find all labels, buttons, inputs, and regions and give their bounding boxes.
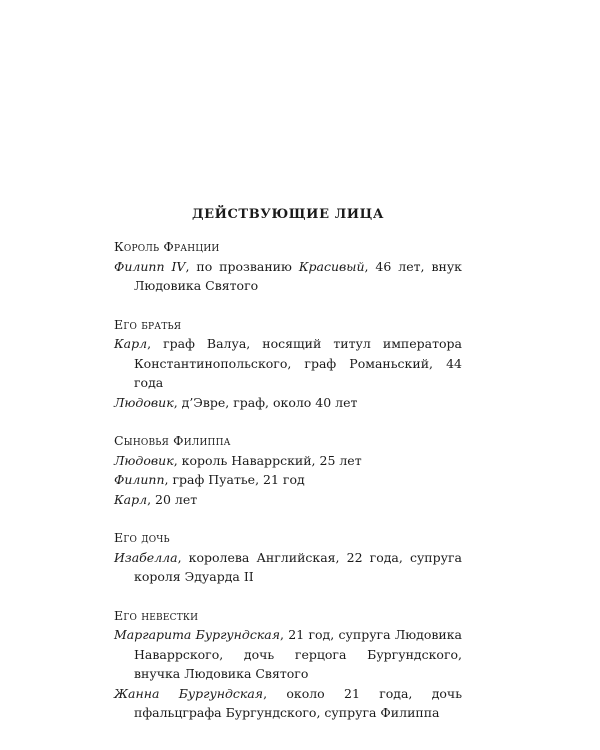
character-entry (114, 684, 462, 723)
group-sons (114, 431, 462, 509)
character-description: , 20 лет (147, 491, 198, 507)
character-description: , по прозванию (185, 258, 299, 274)
character-entry (114, 470, 462, 490)
character-entry (114, 257, 462, 296)
character-description: , 21 год, супруга Людовика Наваррского, дочь герцога Бургундского, внучка Людовика Святого (134, 627, 462, 681)
character-name: Филипп IV (114, 258, 186, 274)
group-daughter (114, 528, 462, 587)
character-description: , 46 лет, внук Людовика Святого (134, 258, 462, 293)
character-entry (114, 490, 462, 510)
character-description: , граф Валуа, носящий титул императора Константинопольского, граф Романьский, 44 года (134, 336, 462, 390)
page-title: ДЕЙСТВУЮЩИЕ ЛИЦА (191, 207, 385, 222)
character-description: , граф Пуатье, 21 год (164, 472, 305, 487)
group-heading: Его невестки (114, 607, 199, 623)
group-daughters-in-law (114, 606, 462, 723)
character-name: Людовик (114, 394, 174, 410)
character-entry (114, 451, 462, 471)
character-description: , король Наваррский, 25 лет (173, 452, 362, 468)
character-name: Изабелла (114, 549, 178, 565)
character-entry (114, 625, 462, 684)
group-heading: Его братья (114, 316, 182, 332)
group-heading: Король Франции (114, 239, 220, 254)
character-entry (114, 393, 462, 413)
character-entry (114, 548, 462, 587)
group-king (114, 237, 462, 296)
character-description: , д’Эвре, граф, около 40 лет (173, 394, 358, 410)
character-name: Жанна Бургундская (114, 685, 264, 701)
character-entry (114, 334, 462, 393)
character-name: Филипп (114, 472, 165, 487)
group-heading: Сыновья Филиппа (114, 433, 231, 448)
character-name: Карл (114, 336, 148, 351)
group-brothers (114, 315, 462, 413)
dramatis-personae (114, 205, 462, 742)
character-nickname: Красивый (298, 258, 365, 274)
character-description: , королева Английская, 22 года, супруга короля Эдуарда II (134, 549, 462, 584)
character-description: , около 21 года, дочь пфальцграфа Бургундского, супруга Филиппа (134, 685, 462, 720)
character-name: Карл (114, 491, 148, 507)
group-heading: Его дочь (114, 530, 170, 545)
character-name: Людовик (114, 452, 174, 468)
character-name: Маргарита Бургундская (114, 627, 281, 642)
